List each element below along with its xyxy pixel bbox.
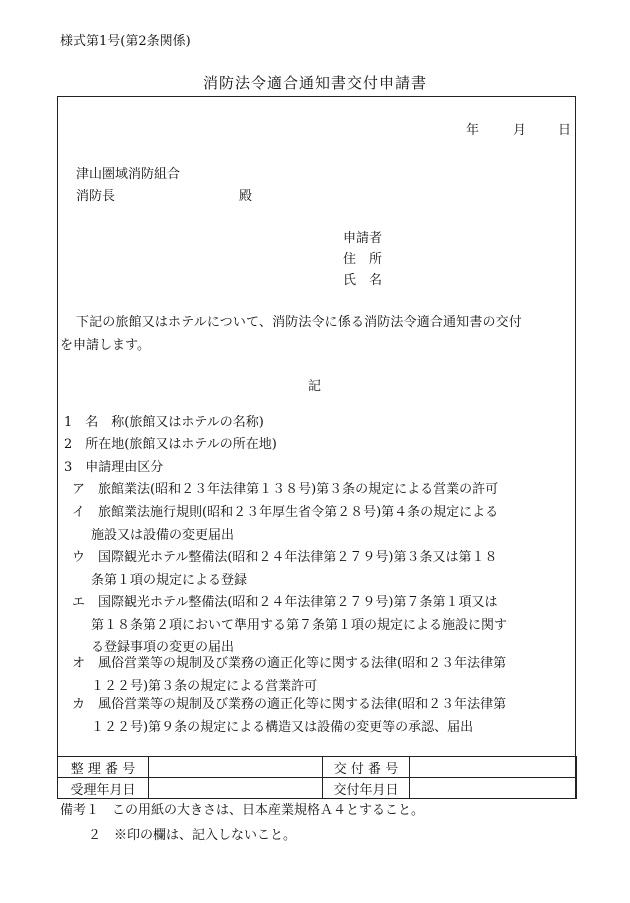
issue-number-field[interactable] [410,757,577,778]
addressee-organization: 津山圏域消防組合 [76,167,181,182]
date-year-label: 年 [466,123,480,138]
applicant-name-label: 氏 名 [343,273,383,288]
reason-line: イ 旅館業法施行規則(昭和２３年厚生省令第２８号)第４条の規定による [72,505,499,520]
issue-number-label: 交 付 番 号 [323,757,410,778]
item-line: 3 申請理由区分 [64,460,164,475]
body-text-line-1: 下記の旅館又はホテルについて、消防法令に係る消防法令適合通知書の交付 [76,315,522,330]
receipt-number-label: 整 理 番 号 [58,757,149,778]
form-number: 様式第1号(第2条関係) [60,34,191,49]
item-line: 1 名 称(旅館又はホテルの名称) [64,415,264,430]
issue-date-label: 交付年月日 [323,778,410,799]
receipt-date-label: 受理年月日 [58,778,149,799]
addressee-title: 消防長 [76,189,116,204]
applicant-label: 申請者 [343,231,383,246]
ki-heading: 記 [308,379,322,394]
body-text-line-2: を申請します。 [60,338,150,353]
receipt-row [58,757,577,778]
addressee-honorific: 殿 [239,189,253,204]
reason-line: ウ 国際観光ホテル整備法(昭和２４年法律第２７９号)第３条又は第１８ [72,550,498,565]
reason-continuation-line: 施設又は設備の変更届出 [91,528,235,543]
receipt-number-field[interactable] [149,757,323,778]
receipt-table [57,756,577,799]
receipt-date-field[interactable] [149,778,323,799]
notes-line-2: ２ ※印の欄は、記入しないこと。 [88,828,297,843]
reason-line: エ 国際観光ホテル整備法(昭和２４年法律第２７９号)第７条第１項又は [72,595,498,610]
reason-continuation-line: る登録事項の変更の届出 [91,640,235,655]
reason-continuation-line: １２２号)第３条の規定による営業許可 [91,679,318,694]
date-month-label: 月 [513,123,527,138]
notes-line-1: 備考１ この用紙の大きさは、日本産業規格Ａ４とすること。 [60,803,425,818]
applicant-address-label: 住 所 [343,252,383,267]
reason-line: ア 旅館業法(昭和２３年法律第１３８号)第３条の規定による営業の許可 [72,482,499,497]
date-day-label: 日 [558,123,572,138]
reason-line: カ 風俗営業等の規制及び業務の適正化等に関する法律(昭和２３年法律第 [72,697,507,712]
reason-line: オ 風俗営業等の規制及び業務の適正化等に関する法律(昭和２３年法律第 [72,656,507,671]
reason-continuation-line: 第１８条第２項において準用する第７条第１項の規定による施設に関す [91,618,508,633]
reason-continuation-line: 条第１項の規定による登録 [91,573,248,588]
document-title: 消防法令適合通知書交付申請書 [202,74,427,92]
item-line: 2 所在地(旅館又はホテルの所在地) [64,437,277,452]
receipt-row [58,778,577,799]
reason-continuation-line: １２２号)第９条の規定による構造又は設備の変更等の承認、届出 [91,720,474,735]
issue-date-field[interactable] [410,778,577,799]
